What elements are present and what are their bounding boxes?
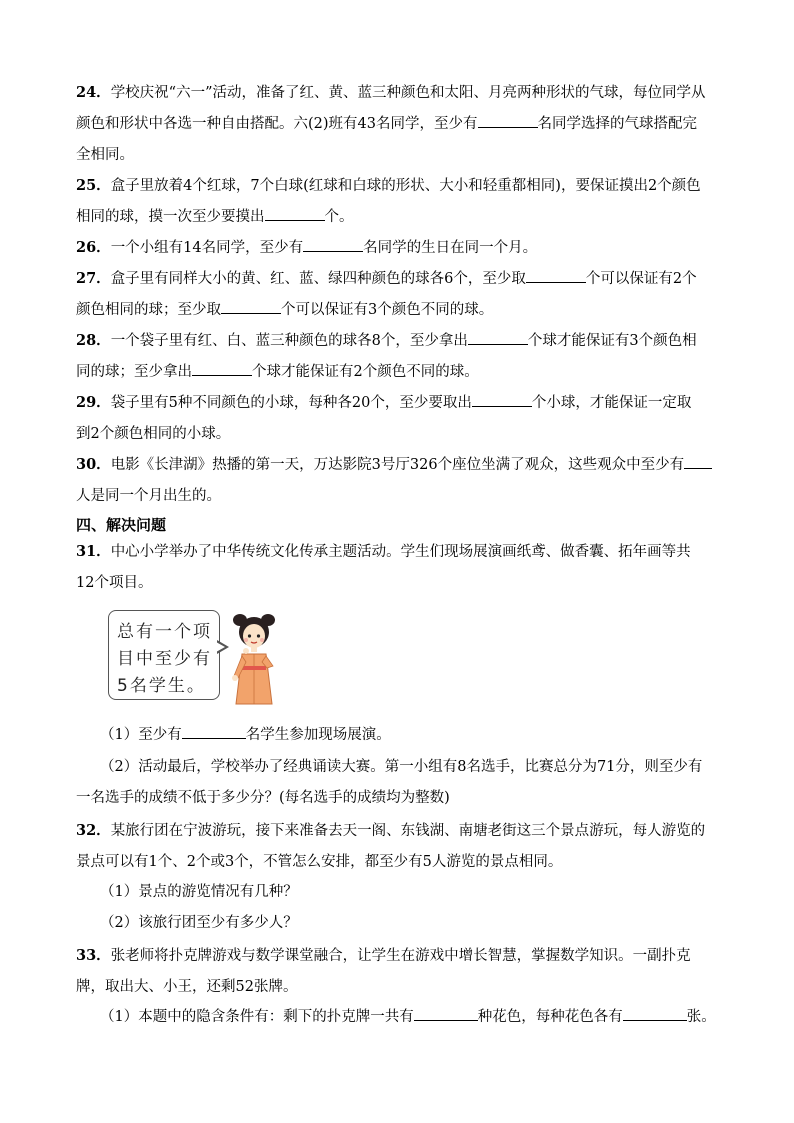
answer-blank[interactable]	[623, 1004, 687, 1021]
answer-blank[interactable]	[478, 111, 538, 128]
question-27: 27．盒子里有同样大小的黄、红、蓝、绿四种颜色的球各6个，至少取 个可以保证有2个 颜色相同的球；至少取 个可以保证有3个颜色不同的球。	[76, 263, 720, 326]
bubble-line: 5名学生。	[117, 676, 206, 696]
bubble-line: 总有一个项	[117, 622, 212, 642]
question-24: 24．学校庆祝“六一”活动，准备了红、黄、蓝三种颜色和太阳、月亮两种形状的气球，每位同学从 颜色和形状中各选一种自由搭配。六(2)班有43名同学，至少有 名同学选择的气球搭配完 全相同。	[76, 84, 706, 163]
question-32-part-2: （2）该旅行团至少有多少人？	[100, 915, 298, 931]
bubble-tail-fill	[216, 642, 225, 652]
girl-illustration	[226, 606, 282, 706]
question-33: 33．张老师将扑克牌游戏与数学课堂融合，让学生在游戏中增长智慧，掌握数学知识。一副扑克 牌，取出大、小王，还剩52张牌。	[76, 947, 691, 995]
answer-blank[interactable]	[192, 359, 252, 376]
question-33-part-1: （1）本题中的隐含条件有：剩下的扑克牌一共有 种花色，每种花色各有 张。	[100, 1002, 725, 1033]
answer-blank[interactable]	[221, 297, 281, 314]
question-31-part-1: （1）至少有 名学生参加现场展演。	[100, 720, 720, 751]
answer-blank[interactable]	[468, 328, 528, 345]
question-29: 29．袋子里有5种不同颜色的小球，每种各20个，至少要取出 个小球，才能保证一定取 到2个颜色相同的小球。	[76, 387, 720, 450]
speech-bubble	[108, 610, 220, 700]
answer-blank[interactable]	[303, 235, 363, 252]
answer-blank[interactable]	[182, 722, 246, 739]
question-25: 25．盒子里放着4个红球，7个白球(红球和白球的形状、大小和轻重都相同)，要保证摸出2个颜色 相同的球，摸一次至少要摸出 个。	[76, 177, 701, 225]
question-32-part-1: （1）景点的游览情况有几种？	[100, 884, 298, 900]
bubble-line: 目中至少有	[117, 649, 212, 669]
section-heading: 四、解决问题	[76, 516, 167, 534]
question-26: 26．一个小组有14名同学，至少有 名同学的生日在同一个月。	[76, 232, 720, 264]
question-31-part-2: （2）活动最后，学校举办了经典诵读大赛。第一小组有8名选手，比赛总分为71分，则至少有 一名选手的成绩不低于多少分？(每名选手的成绩均为整数)	[76, 759, 703, 806]
answer-blank[interactable]	[526, 266, 586, 283]
answer-blank[interactable]	[414, 1004, 478, 1021]
question-28: 28．一个袋子里有红、白、蓝三种颜色的球各8个，至少拿出 个球才能保证有3个颜色相 同的球；至少拿出 个球才能保证有2个颜色不同的球。	[76, 325, 720, 388]
answer-blank[interactable]	[472, 390, 532, 407]
question-32: 32．某旅行团在宁波游玩，接下来准备去天一阁、东钱湖、南塘老街这三个景点游玩，每人游览的 景点可以有1个、2个或3个，不管怎么安排，都至少有5人游览的景点相同。	[76, 822, 706, 870]
question-30: 30．电影《长津湖》热播的第一天，万达影院3号厅326个座位坐满了观众，这些观众中至少有 人是同一个月出生的。	[76, 449, 720, 512]
question-31: 31．中心小学举办了中华传统文化传承主题活动。学生们现场展演画纸鸢、做香囊、拓年画等共 12个项目。	[76, 543, 691, 591]
answer-blank[interactable]	[684, 452, 712, 469]
answer-blank[interactable]	[265, 204, 325, 221]
